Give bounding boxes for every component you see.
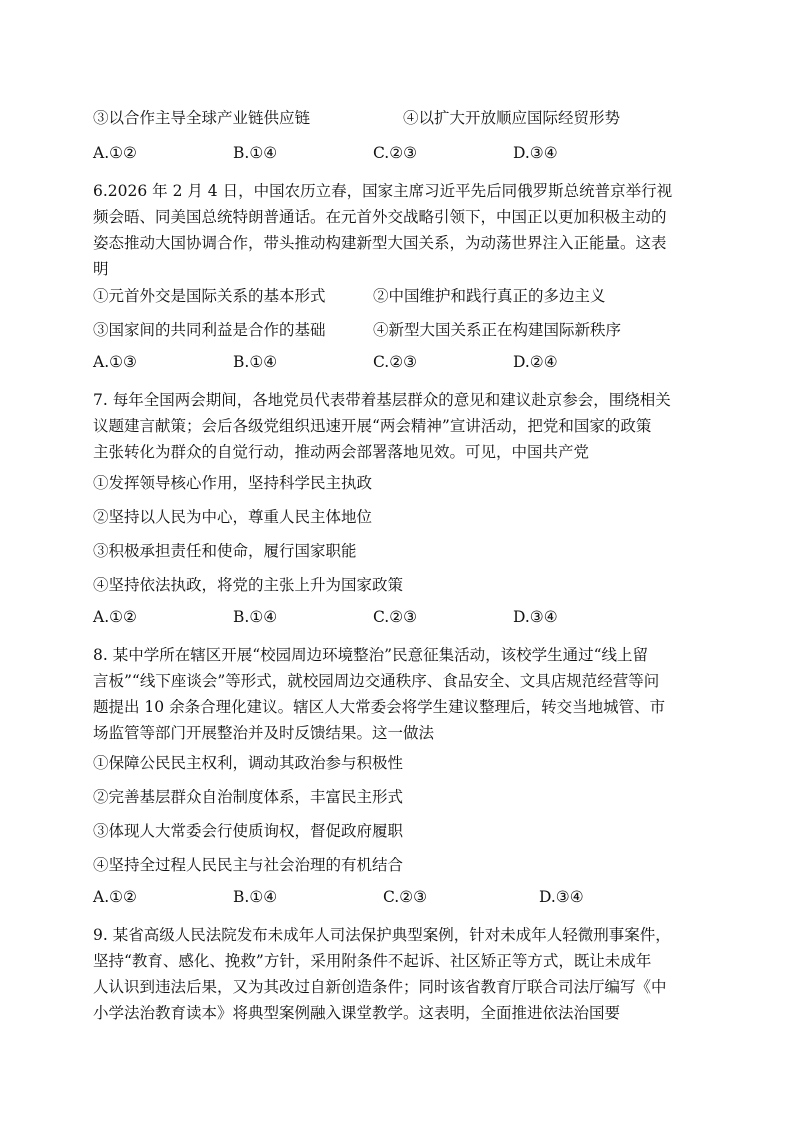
q8-stem-line-4: 场监管等部门开展整治并及时反馈结果。这一做法 <box>93 724 435 742</box>
q6-stem-line-3: 姿态推动大国协调合作，带头推动构建新型大国关系，为动荡世界注入正能量。这表 <box>93 234 667 252</box>
q8-option-b[interactable]: B.①④ <box>233 888 278 906</box>
q7-stem-line-2: 议题建言献策；会后各级党组织迅速开展“两会精神”宣讲活动，把党和国家的政策 <box>93 417 652 435</box>
q6-item-4: ④新型大国关系正在构建国际新秩序 <box>373 321 622 339</box>
q7-item-4: ④坚持依法执政，将党的主张上升为国家政策 <box>93 576 404 594</box>
q6-item-3: ③国家间的共同利益是合作的基础 <box>93 321 326 339</box>
q8-item-2: ②完善基层群众自治制度体系，丰富民主形式 <box>93 788 404 806</box>
q9-stem-line-1: 9. 某省高级人民法院发布未成年人司法保护典型案例，针对未成年人轻微刑事案件， <box>93 926 671 944</box>
q6-option-c[interactable]: C.②③ <box>373 353 418 371</box>
q6-stem-line-2: 频会晤、同美国总统特朗普通话。在元首外交战略引领下，中国正以更加积极主动的 <box>93 208 667 226</box>
q7-option-b[interactable]: B.①④ <box>233 608 278 626</box>
q8-stem-line-1: 8. 某中学所在辖区开展“校园周边环境整治”民意征集活动，该校学生通过“线上留 <box>93 646 648 664</box>
q8-option-a[interactable]: A.①② <box>93 888 137 906</box>
q8-item-4: ④坚持全过程人民民主与社会治理的有机结合 <box>93 856 404 874</box>
q9-stem-line-3: 人认识到违法后果，又为其改过自新创造条件；同时该省教育厅联合司法厅编写《中 <box>93 978 667 996</box>
q8-option-d[interactable]: D.③④ <box>539 888 584 906</box>
q8-option-c[interactable]: C.②③ <box>383 888 428 906</box>
q6-item-1: ①元首外交是国际关系的基本形式 <box>93 287 326 305</box>
q8-options <box>93 888 613 908</box>
q5-item-4: ④以扩大开放顺应国际经贸形势 <box>403 109 621 127</box>
q5-option-d[interactable]: D.③④ <box>513 144 558 162</box>
q6-option-d[interactable]: D.②④ <box>513 353 558 371</box>
q6-stem-line-4: 明 <box>93 260 109 278</box>
q7-stem-line-1: 7. 每年全国两会期间，各地党员代表带着基层群众的意见和建议赴京参会，围绕相关 <box>93 391 671 409</box>
q7-option-a[interactable]: A.①② <box>93 608 137 626</box>
q8-item-3: ③体现人大常委会行使质询权，督促政府履职 <box>93 822 404 840</box>
q7-option-d[interactable]: D.③④ <box>513 608 558 626</box>
q8-item-1: ①保障公民民主权利，调动其政治参与积极性 <box>93 754 404 772</box>
q7-options <box>93 608 613 628</box>
q7-stem-line-3: 主张转化为群众的自觉行动，推动两会部署落地见效。可见，中国共产党 <box>93 443 590 461</box>
q9-stem-line-4: 小学法治教育读本》将典型案例融入课堂教学。这表明，全面推进依法治国要 <box>93 1004 621 1022</box>
q7-item-1: ①发挥领导核心作用，坚持科学民主执政 <box>93 474 373 492</box>
q8-stem-line-3: 题提出 10 余条合理化建议。辖区人大常委会将学生建议整理后，转交当地城管、市 <box>93 698 666 716</box>
q6-option-a[interactable]: A.①③ <box>93 353 137 371</box>
q6-item-2: ②中国维护和践行真正的多边主义 <box>373 287 606 305</box>
q9-stem-line-2: 坚持“教育、感化、挽救”方针，采用附条件不起诉、社区矫正等方式，既让未成年 <box>93 952 652 970</box>
q6-options <box>93 353 613 373</box>
q7-item-2: ②坚持以人民为中心，尊重人民主体地位 <box>93 508 373 526</box>
q5-item-3: ③以合作主导全球产业链供应链 <box>93 109 311 127</box>
q5-option-a[interactable]: A.①② <box>93 144 137 162</box>
q7-option-c[interactable]: C.②③ <box>373 608 418 626</box>
q6-option-b[interactable]: B.①④ <box>233 353 278 371</box>
q7-item-3: ③积极承担责任和使命，履行国家职能 <box>93 542 357 560</box>
q5-option-b[interactable]: B.①④ <box>233 144 278 162</box>
q8-stem-line-2: 言板”“线下座谈会”等形式，就校园周边交通秩序、食品安全、文具店规范经营等问 <box>93 672 660 690</box>
q6-stem-line-1: 6.2026 年 2 月 4 日，中国农历立春，国家主席习近平先后同俄罗斯总统普京举行视 <box>93 182 673 200</box>
q5-option-c[interactable]: C.②③ <box>373 144 418 162</box>
q5-options <box>93 144 613 164</box>
